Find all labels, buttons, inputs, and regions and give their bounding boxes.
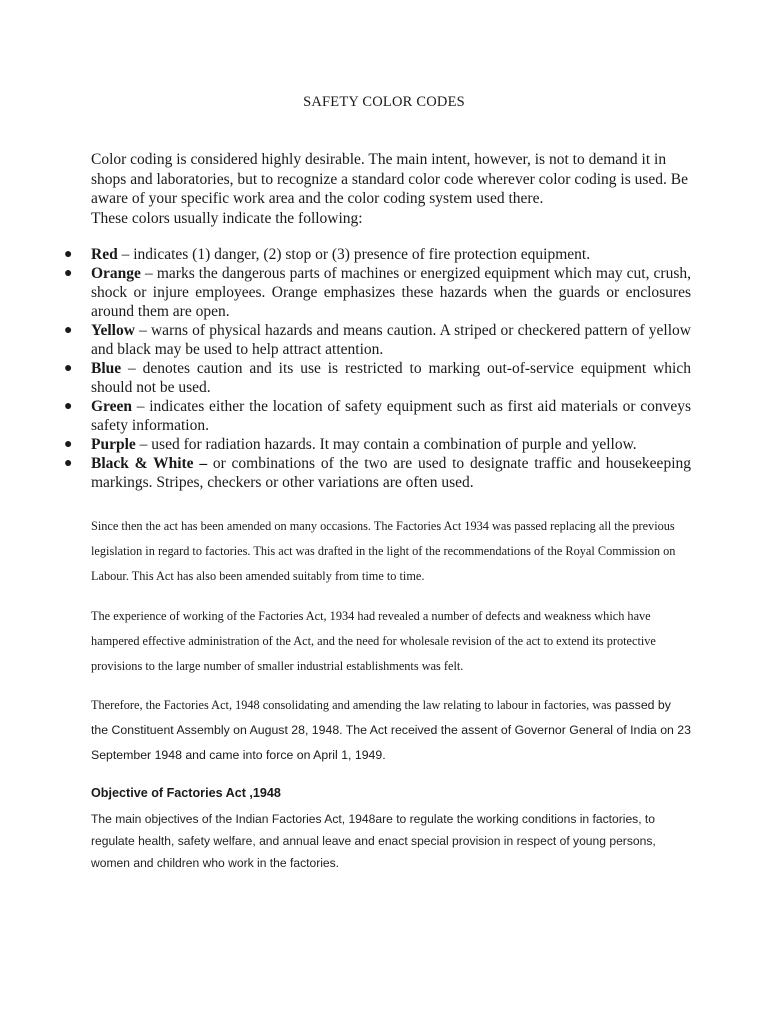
color-description: – used for radiation hazards. It may contain a combination of purple and yellow. (135, 436, 637, 453)
intro-lead-in: These colors usually indicate the following: (91, 209, 363, 227)
objective-paragraph: The main objectives of the Indian Factories Act, 1948are to regulate the working conditions in factories, to regulate health, safety welfare, and annual leave and enact special provision in respect of young persons, women and children who work in the factories. (91, 812, 656, 870)
list-item-green (64, 397, 691, 435)
bullet-icon: ● (64, 399, 73, 414)
color-description: – warns of physical hazards and means caution. A striped or checkered pattern of yellow and black may be used to help attract attention. (91, 322, 691, 358)
color-description: – denotes caution and its use is restricted to marking out-of-service equipment which should not be used. (91, 360, 691, 396)
bullet-icon: ● (64, 456, 73, 471)
history-paragraph: Since then the act has been amended on many occasions. The Factories Act 1934 was passed replacing all the previous legislation in regard to factories. This act was drafted in the light of the recommendations of the Royal Commission on Labour. This Act has also been amended suitably from time to time. (91, 519, 676, 583)
color-name: Red (91, 246, 118, 263)
experience-paragraph: The experience of working of the Factories Act, 1934 had revealed a number of defects and weakness which have hampered effective administration of the Act, and the need for wholesale revision of the act to extend its protective provisions to the large number of smaller industrial establishments was felt. (91, 609, 656, 673)
color-name: Green (91, 398, 133, 415)
list-item-purple (64, 435, 691, 454)
bullet-icon: ● (64, 266, 73, 281)
document-title: SAFETY COLOR CODES (303, 94, 465, 110)
color-description: – marks the dangerous parts of machines or energized equipment which may cut, crush, shock or injure employees. Orange emphasizes these hazards when the guards or enclosures around them are open. (91, 265, 691, 320)
color-code-list (64, 245, 691, 492)
color-description: – indicates either the location of safety equipment such as first aid materials or conveys safety information. (91, 398, 691, 434)
bullet-icon: ● (64, 437, 73, 452)
color-description: or combinations of the two are used to designate traffic and housekeeping markings. Stripes, checkers or other variations are often used. (91, 455, 691, 491)
list-item-orange (64, 264, 691, 321)
list-item-yellow (64, 321, 691, 359)
intro-section (91, 150, 691, 228)
color-name: Black & White – (91, 455, 208, 472)
list-item-red (64, 245, 691, 264)
intro-paragraph: Color coding is considered highly desirable. The main intent, however, is not to demand it in shops and laboratories, but to recognize a standard color code wherever color coding is used. Be aware of your specific work area and the color coding system used there. (91, 151, 688, 207)
bullet-icon: ● (64, 247, 73, 262)
color-name: Orange (91, 265, 141, 282)
enactment-text-sans: passed by the Constituent Assembly on August 28, 1948. The Act received the assent of Governor General of India on 23 September 1948 and came into force on April 1, 1949. (91, 698, 691, 762)
color-name: Blue (91, 360, 122, 377)
bullet-icon: ● (64, 323, 73, 338)
color-description: – indicates (1) danger, (2) stop or (3) presence of fire protection equipment. (117, 246, 591, 263)
list-item-black-white (64, 454, 691, 492)
bullet-icon: ● (64, 361, 73, 376)
objective-heading: Objective of Factories Act ,1948 (91, 786, 281, 800)
color-name: Purple (91, 436, 136, 453)
color-name: Yellow (91, 322, 135, 339)
enactment-paragraph (91, 693, 691, 768)
enactment-text-serif: Therefore, the Factories Act, 1948 consolidating and amending the law relating to labour in factories, was (91, 698, 612, 712)
list-item-blue (64, 359, 691, 397)
